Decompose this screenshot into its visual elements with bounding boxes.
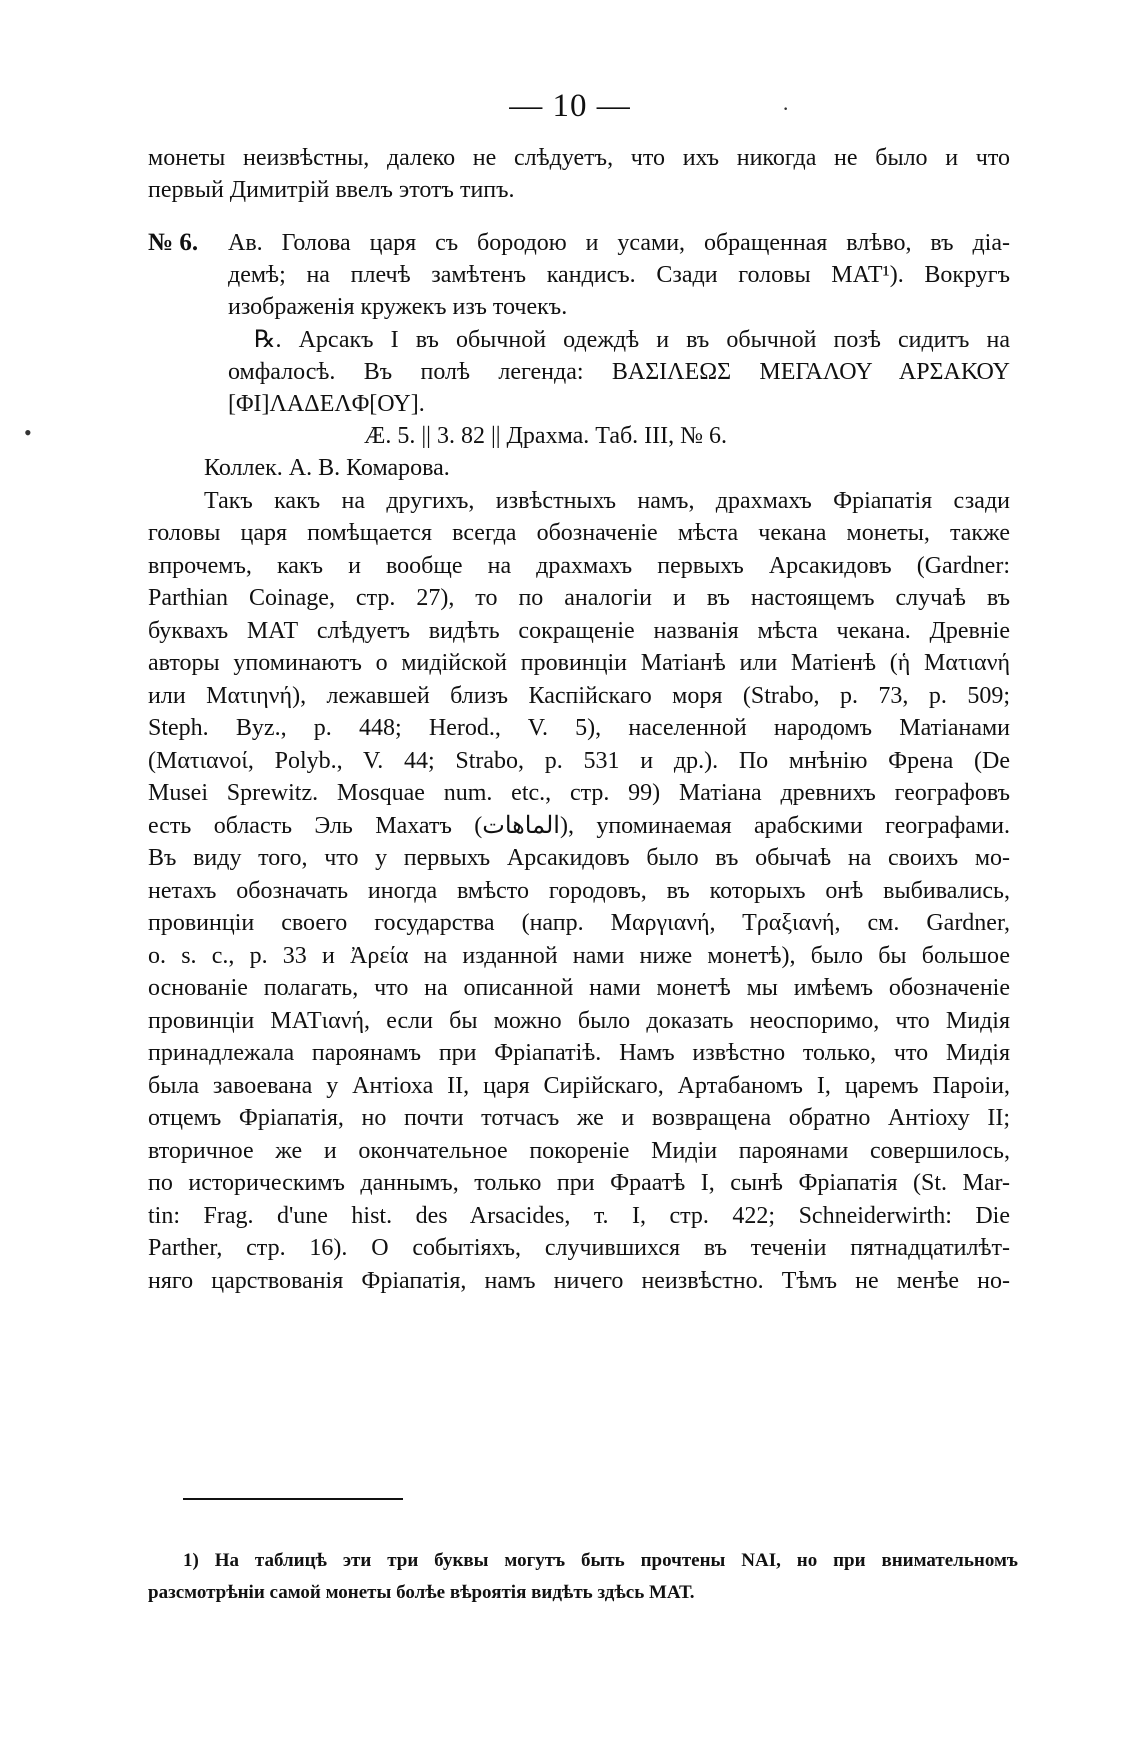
page-number: — 10 — (509, 88, 631, 124)
paragraph-line-13: нетахъ обозначать иногда вмѣсто городовъ, въ которыхъ онѣ выбивались, (148, 878, 1010, 904)
body-line-1: монеты неизвѣстны, далеко не слѣдуетъ, что ихъ никогда не было и что (148, 145, 1010, 171)
paragraph-line-16: основаніе полагать, что на описанной нами монетѣ мы имѣемъ обозначеніе (148, 975, 1010, 1001)
coin-entry-line-3: изображенія кружекъ изъ точекъ. (228, 294, 568, 320)
scan-speck: · (782, 96, 790, 121)
paragraph-line-17: провинціи МАТιανή, если бы можно было доказать неоспоримо, что Мидія (148, 1008, 1010, 1034)
paragraph-line-4: Parthian Coinage, стр. 27), то по аналогіи и въ настоящемъ случаѣ въ (148, 585, 1010, 611)
scan-speck: • (24, 420, 32, 445)
footnote-line-2: разсмотрѣніи самой монеты болѣе вѣроятія видѣть здѣсь МАТ. (148, 1582, 695, 1603)
body-line-2: первый Димитрій ввелъ этотъ типъ. (148, 177, 515, 203)
paragraph-line-24: Parther, стр. 16). О событіяхъ, случившихся въ теченіи пятнадцатилѣт- (148, 1235, 1010, 1261)
paragraph-line-9: (Ματιανοί, Polyb., V. 44; Strabo, p. 531 и др.). По мнѣнію Френа (De (148, 748, 1010, 774)
paragraph-line-25: няго царствованія Фріапатія, намъ ничего неизвѣстно. Тѣмъ не менѣе но- (148, 1268, 1010, 1294)
paragraph-line-10: Musei Sprewitz. Mosquae num. etc., стр. 99) Матіана древнихъ географовъ (148, 780, 1010, 806)
coin-entry-line-7: Æ. 5. || 3. 82 || Драхма. Таб. III, № 6. (364, 423, 728, 449)
paragraph-line-2: головы царя помѣщается всегда обозначеніе мѣста чекана монеты, также (148, 520, 1010, 546)
paragraph-line-19: была завоевана у Антіоха II, царя Сирійскаго, Артабаномъ I, царемъ Пароіи, (148, 1073, 1010, 1099)
paragraph-line-22: по историческимъ даннымъ, только при Фраатѣ I, сынѣ Фріапатія (St. Mar- (148, 1170, 1010, 1196)
paragraph-line-3: впрочемъ, какъ и вообще на драхмахъ первыхъ Арсакидовъ (Gardner: (148, 553, 1010, 579)
paragraph-line-20: отцемъ Фріапатія, но почти тотчасъ же и возвращена обратно Антіоху II; (148, 1105, 1010, 1131)
paragraph-line-7: или Ματιηνή), лежавшей близъ Каспійскаго моря (Strabo, p. 73, p. 509; (148, 683, 1010, 709)
paragraph-line-1: Такъ какъ на другихъ, извѣстныхъ намъ, драхмахъ Фріапатія сзади (204, 488, 1010, 514)
coin-entry-line-4: ℞. Арсакъ I въ обычной одеждѣ и въ обычной позѣ сидитъ на (254, 327, 1010, 353)
paragraph-line-14: провинціи своего государства (напр. Μαργιανή, Τραξιανή, см. Gardner, (148, 910, 1010, 936)
coin-entry-line-2: демѣ; на плечѣ замѣтенъ кандисъ. Сзади головы МАТ¹). Вокругъ (228, 262, 1010, 288)
footnote-line-1: 1) На таблицѣ эти три буквы могутъ быть прочтены NAI, но при внимательномъ (183, 1550, 1018, 1571)
paragraph-line-21: вторичное же и окончательное покореніе Мидіи пароянами совершилось, (148, 1138, 1010, 1164)
footnote-rule (183, 1498, 403, 1500)
paragraph-line-6: авторы упоминаютъ о мидійской провинціи Матіанѣ или Матіенѣ (ἡ Ματιανή (148, 650, 1010, 676)
paragraph-line-23: tin: Frag. d'une hist. des Arsacides, т. I, стр. 422; Schneiderwirth: Die (148, 1203, 1010, 1229)
paragraph-line-5: буквахъ МАТ слѣдуетъ видѣть сокращеніе названія мѣста чекана. Древніе (148, 618, 1010, 644)
paragraph-line-12: Въ виду того, что у первыхъ Арсакидовъ было въ обычаѣ на своихъ мо- (148, 845, 1010, 871)
coin-entry-line-5: омфалосѣ. Въ полѣ легенда: ΒΑΣΙΛΕΩΣ ΜΕΓΑΛΟΥ ΑΡΣΑΚΟΥ (228, 359, 1010, 385)
coin-entry-line-8: Коллек. А. В. Комарова. (204, 455, 450, 481)
paragraph-line-18: принадлежала пароянамъ при Фріапатіѣ. Намъ извѣстно только, что Мидія (148, 1040, 1010, 1066)
paragraph-line-8: Steph. Byz., p. 448; Herod., V. 5), населенной народомъ Матіанами (148, 715, 1010, 741)
coin-number-label: № 6. (148, 229, 199, 256)
coin-entry-line-1: Ав. Голова царя съ бородою и усами, обращенная влѣво, въ діа- (228, 230, 1010, 256)
coin-entry-line-6: [ΦΙ]ΛΑΔΕΛΦ[ΟΥ]. (228, 391, 425, 417)
paragraph-line-15: o. s. c., p. 33 и Ἀρεία на изданной нами ниже монетѣ), было бы большое (148, 943, 1010, 969)
paragraph-line-11: есть область Эль Махатъ (الماهات), упоминаемая арабскими географами. (148, 813, 1010, 839)
